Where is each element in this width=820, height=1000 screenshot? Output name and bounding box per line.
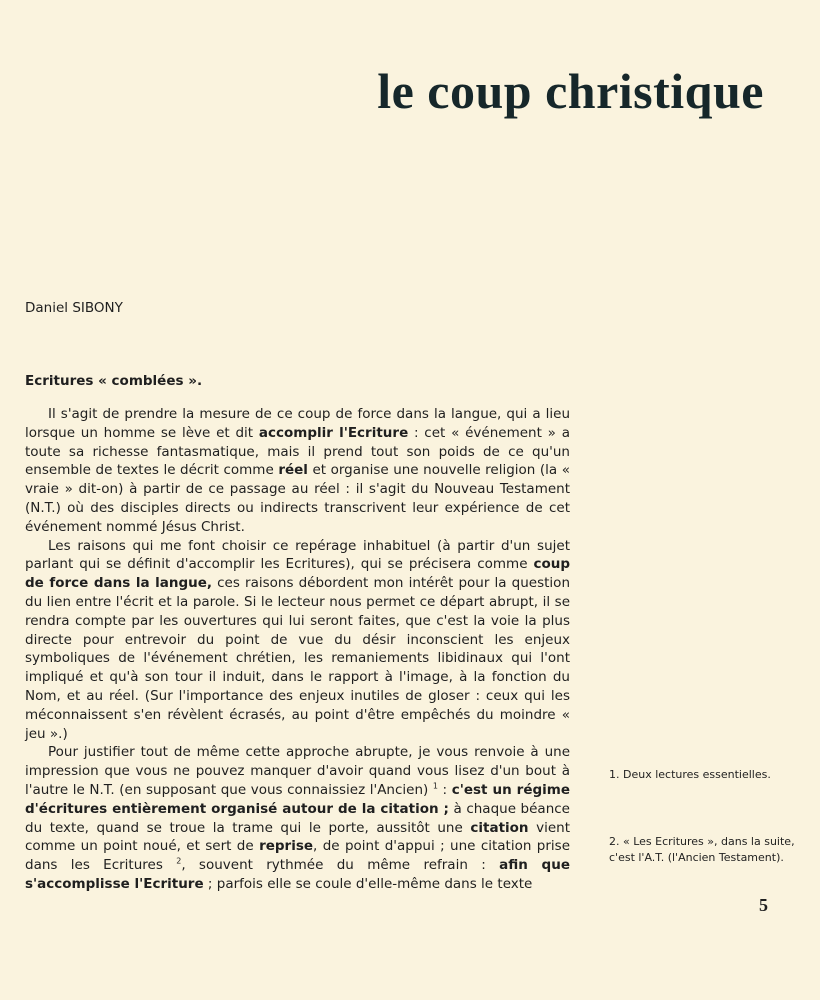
article-title: le coup christique [377,63,764,119]
author-name: Daniel SIBONY [25,300,123,316]
text-run: : cet « événement » a toute sa richesse fantasmatique, mais il prend tout son poids de ce qu'un ensemble de textes le décrit comme [25,424,570,479]
text-run: Pour justifier tout de même cette approche abrupte, je vous renvoie à une impression que vous ne pouvez manquer d'avoir quand vous lisez d'un bout à l'autre le N.T. (en supposant que vous connaissiez l'Ancien) [25,744,570,798]
article-body [25,405,570,894]
footnote-ref: 1 [432,781,438,791]
paragraph [25,405,570,537]
emphasis-text: réel [278,462,308,479]
text-run: , souvent rythmée du même refrain : [181,857,500,874]
footnote-2: 2. « Les Ecritures », dans la suite, c'est l'A.T. (l'Ancien Testament). [609,835,795,864]
paragraph [25,743,570,893]
footnote-ref: 2 [176,856,182,866]
text-run: ces raisons débordent mon intérêt pour la question du lien entre l'écrit et la parole. Si le lecteur nous permet ce départ abrupt, il se rendra compte par les ouvertures qui lui seront faites, que c'est la voie la plus directe pour entrevoir du point de vue du désir inconscient les enjeux symboliques de l'événement chrétien, les remaniements libidinaux qui l'ont impliqué et qu'à son tour il induit, dans le rapport à l'image, à la fonction du Nom, et au réel. (Sur l'importance des enjeux inutiles de gloser : ceux qui les méconnaissent s'en révèlent écrasés, au point d'être empêchés du moindre « jeu ».) [25,575,570,742]
text-run: vient comme un point noué, et sert de [25,819,571,855]
emphasis-text: coup de force dans la langue, [25,556,570,592]
text-run: : [437,781,452,798]
emphasis-text: afin que s'accomplisse l'Ecriture [25,857,570,892]
text-run: et organise une nouvelle religion (la « vraie » dit-on) à partir de ce passage au réel : il s'agit du Nouveau Testament (N.T.) où des disciples directs ou indirects transcrivent leur expérience de cet événement nommé Jésus Christ. [25,462,570,535]
emphasis-text: accomplir l'Ecriture [258,424,409,441]
text-run: , de point d'appui ; une citation prise dans les Ecritures [25,838,570,874]
emphasis-text: reprise [259,838,314,855]
emphasis-text: c'est un régime d'écritures entièrement organisé autour de la citation ; [25,781,570,817]
footnote-1: 1. Deux lectures essentielles. [609,768,771,781]
page-number: 5 [759,895,768,915]
text-run: Les raisons qui me font choisir ce repérage inhabituel (à partir d'un sujet parlant qui se définit d'accomplir les Ecritures), qui se précisera comme [25,537,570,573]
text-run: à chaque béance du texte, quand se troue la trame qui le porte, aussitôt une [25,800,570,836]
paragraph [25,537,570,744]
emphasis-text: citation [470,819,529,836]
section-heading: Ecritures « comblées ». [25,373,203,389]
text-run: ; parfois elle se coule d'elle-même dans le texte [203,875,533,892]
text-run: Il s'agit de prendre la mesure de ce coup de force dans la langue, qui a lieu lorsque un homme se lève et dit [25,406,570,441]
